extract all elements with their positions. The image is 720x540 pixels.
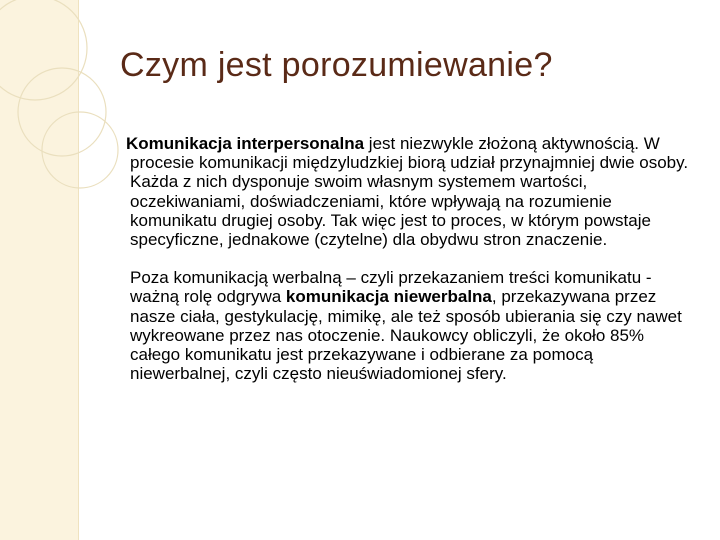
paragraph-1-text: jest niezwykle złożoną aktywnością. W procesie komunikacji międzyludzkiej biorą udział przynajmniej dwie osoby. Każda z nich dysponuje swoim własnym systemem wartości, oczekiwaniami, doświadczeniami, które wpływają na rozumienie komunikatu drugiej osoby. Tak więc jest to proces, w którym powstaje specyficzne, jednakowe (czytelne) dla obydwu stron znaczenie. <box>130 134 689 250</box>
paragraph-2-text-after: , przekazywana przez nasze ciała, gestykulację, mimikę, ale też sposób ubierania się czy nawet wykreowane przez nas otoczenie. Naukowcy obliczyli, że około 85% całego komunikatu jest przekazywane i odbierane za pomocą niewerbalnej, czyli często nieuświadomionej sfery. <box>130 287 682 384</box>
term-interpersonal: Komunikacja interpersonalna <box>126 134 365 153</box>
paragraph-interpersonal <box>126 134 690 250</box>
paragraph-nonverbal <box>130 268 690 383</box>
paragraph-2-text-before: Poza komunikacją werbalną – czyli przekazaniem treści komunikatu - ważną rolę odgrywa <box>130 268 652 307</box>
term-nonverbal: komunikacja niewerbalna <box>285 287 492 307</box>
slide-body <box>126 134 690 384</box>
slide-title: Czym jest porozumiewanie? <box>120 46 553 84</box>
